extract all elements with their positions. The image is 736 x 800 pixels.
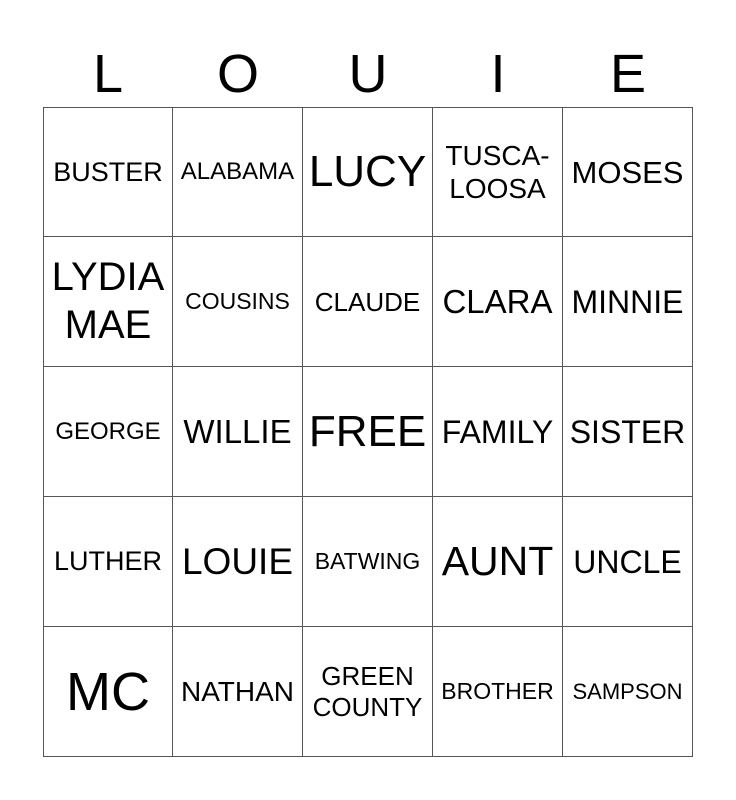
bingo-cell-label: BATWING	[314, 548, 421, 574]
bingo-cell-label: LUCY	[308, 147, 427, 196]
bingo-cell[interactable]	[173, 107, 303, 237]
bingo-cell-label: BROTHER	[441, 678, 554, 704]
bingo-cell[interactable]	[43, 497, 173, 627]
bingo-cell[interactable]	[43, 367, 173, 497]
bingo-cell[interactable]	[433, 497, 563, 627]
bingo-cell-label: NATHAN	[180, 675, 295, 707]
bingo-cell-label: SISTER	[569, 413, 686, 450]
bingo-cell-label: TUSCA- LOOSA	[445, 139, 550, 204]
bingo-cell-label: AUNT	[441, 538, 554, 584]
bingo-cell[interactable]	[563, 497, 693, 627]
bingo-cell-label: MOSES	[571, 154, 684, 190]
bingo-cell[interactable]	[43, 627, 173, 757]
bingo-cell-label: LUTHER	[53, 546, 162, 576]
bingo-cell[interactable]	[173, 237, 303, 367]
bingo-cell-label: SAMPSON	[572, 678, 683, 704]
bingo-cell-label: GREEN COUNTY	[312, 660, 423, 722]
bingo-cell[interactable]	[563, 107, 693, 237]
bingo-card-grid	[43, 107, 693, 757]
bingo-cell-label: CLARA	[442, 283, 553, 320]
bingo-cell[interactable]	[433, 237, 563, 367]
bingo-cell[interactable]	[433, 107, 563, 237]
bingo-cell-label: MINNIE	[571, 283, 684, 320]
header-letter-u: U	[348, 44, 388, 104]
bingo-cell-label: LOUIE	[181, 541, 294, 582]
bingo-cell[interactable]	[303, 367, 433, 497]
header-letter-e: E	[609, 44, 647, 104]
bingo-cell[interactable]	[303, 237, 433, 367]
bingo-cell[interactable]	[563, 627, 693, 757]
bingo-cell[interactable]	[173, 497, 303, 627]
header-letter-l: L	[92, 44, 124, 104]
bingo-cell-label: UNCLE	[573, 543, 682, 580]
bingo-cell[interactable]	[173, 367, 303, 497]
bingo-cell-label: WILLIE	[183, 413, 292, 450]
bingo-cell-label: GEORGE	[55, 417, 161, 445]
bingo-cell-label: ALABAMA	[180, 158, 295, 185]
bingo-cell-label: COUSINS	[185, 288, 290, 314]
bingo-cell-label: BUSTER	[53, 156, 163, 187]
bingo-cell[interactable]	[303, 107, 433, 237]
bingo-cell[interactable]	[43, 237, 173, 367]
bingo-cell-label: MC	[66, 661, 150, 722]
bingo-cell[interactable]	[563, 237, 693, 367]
bingo-cell[interactable]	[173, 627, 303, 757]
header-letter-o: O	[216, 44, 259, 104]
bingo-cell[interactable]	[43, 107, 173, 237]
header-letter-i: I	[490, 44, 506, 104]
bingo-cell[interactable]	[433, 627, 563, 757]
bingo-cell-label: LYDIA MAE	[51, 255, 165, 347]
bingo-header	[43, 40, 693, 108]
bingo-cell-label: FAMILY	[441, 413, 554, 450]
bingo-cell[interactable]	[433, 367, 563, 497]
bingo-cell[interactable]	[303, 497, 433, 627]
bingo-cell[interactable]	[303, 627, 433, 757]
bingo-cell-label: FREE	[308, 406, 427, 456]
bingo-cell[interactable]	[563, 367, 693, 497]
bingo-cell-label: CLAUDE	[314, 286, 421, 317]
